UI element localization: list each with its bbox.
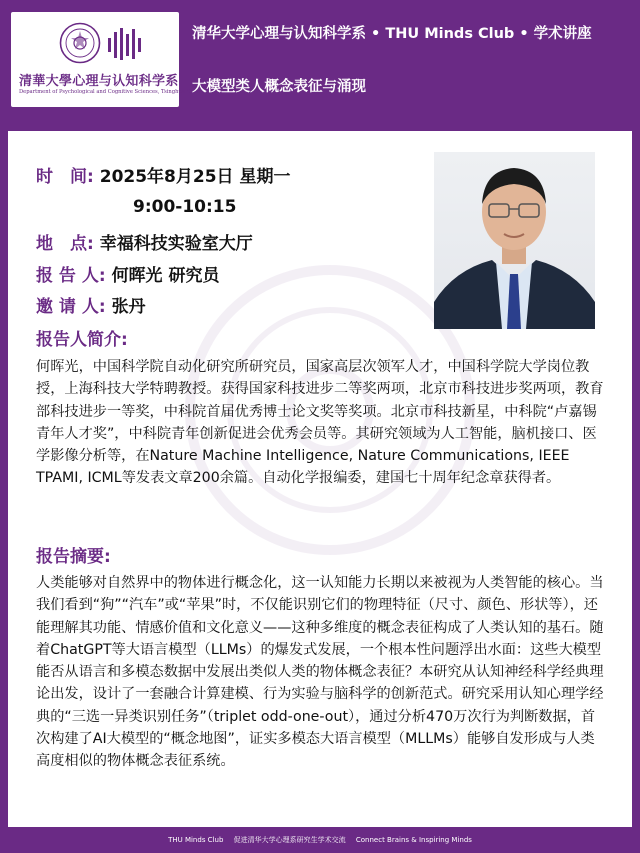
footer-slogan-en: Connect Brains & Inspiring Minds [355,836,472,844]
header-banner [0,0,640,131]
logo-subtitle: Department of Psychological and Cognitive Sciences, Tsinghua University [19,89,214,95]
footer-club: THU Minds Club [168,836,224,844]
abstract-text: 人类能够对自然界中的物体进行概念化，这一认知能力长期以来被视为人类智能的核心。当我们看到“狗”“汽车”或“苹果”时，不仅能识别它们的物理特征（尺寸、颜色、形状等），还能理解其功能、情感价值和文化意义——这种多维度的概念表征构成了人类认知的基石。随着ChatGPT等大语言模型（LLMs）的爆发式发展，一个根本性问题浮出水面：这些大模型能否从语言和多模态数据中发展出类似人类的物体概念表征？本研究从认知神经科学经典理论出发，设计了一套融合计算建模、行为实验与脑科学的创新范式。研究采用认知心理学经典的“三选一异类识别任务”（triplet odd-one-out），通过分析470万次行为判断数据，首次构建了AI大模型的“概念地图”，证实多模态大语言模型（MLLMs）能够自发形成与人类高度相似的物体概念表征系统。 [36,575,604,770]
right-border [632,131,640,827]
waveform-logo-icon [107,26,145,62]
place-value: 幸福科技实验室大厅 [99,234,253,254]
tsinghua-seal-icon [59,22,101,64]
time-value: 2025年8月25日 星期一 [99,167,291,187]
talk-title: 大模型类人概念表征与涌现 [192,79,366,95]
speaker-row [36,261,219,286]
speaker-photo [434,152,595,329]
speaker-label: 报 告 人: [36,266,106,286]
time-label: 时 间: [36,167,94,187]
footer-bar [0,827,640,853]
logo-name: 清華大學心理与认知科学系 [19,74,179,89]
bio-text: 何晖光，中国科学院自动化研究所研究员，国家高层次领军人才，中国科学院大学岗位教授，上海科技大学特聘教授。获得国家科技进步二等奖两项，北京市科技进步奖两项，教育部科技进步一等奖，中科院首届优秀博士论文奖等奖项。北京市科技新星，中科院“卢嘉锡青年人才奖”，中科院青年创新促进会优秀会员等。其研究领域为人工智能，脑机接口、医学影像分析等，在Nature Machine Intelligence, Nature Communications, IEEE TPAMI, ICML等发表文章200余篇。自动化学报编委，建国七十周年纪念章获得者。 [36,359,604,487]
time-row [36,162,290,187]
host-label: 邀 请 人: [36,297,106,317]
left-border [0,131,8,827]
bio-heading: 报告人简介: [36,330,128,350]
footer-slogan-cn: 促进清华大学心理系研究生学术交流 [233,836,346,844]
time-row-2 [133,197,236,217]
event-series: 清华大学心理与认知科学系 • THU Minds Club • 学术讲座 [192,26,592,42]
department-logo [11,12,214,107]
host-row [36,292,146,317]
place-row [36,229,253,254]
time-range: 9:00-10:15 [133,197,237,217]
host-value: 张丹 [111,297,146,317]
speaker-value: 何晖光 研究员 [111,266,220,286]
abstract-heading: 报告摘要: [36,547,111,567]
place-label: 地 点: [36,234,94,254]
